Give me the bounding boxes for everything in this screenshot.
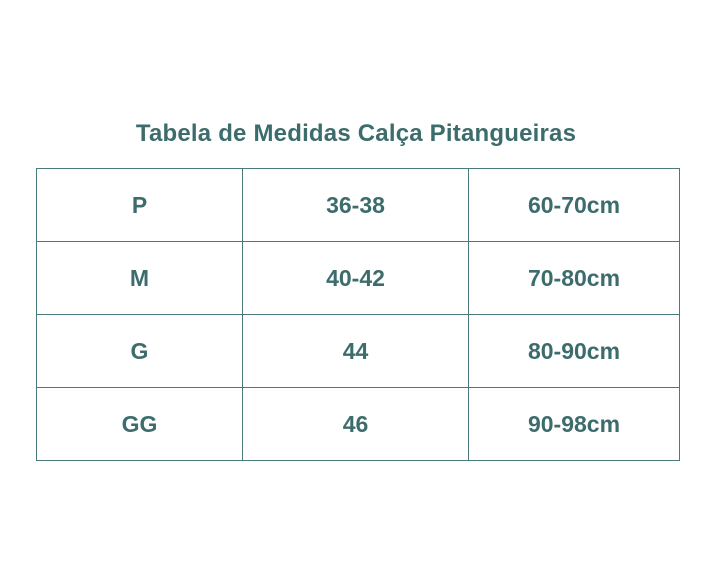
table-row: [37, 388, 680, 461]
cell-size: M: [37, 242, 243, 315]
cell-size: G: [37, 315, 243, 388]
cell-numeric-size: 44: [243, 315, 469, 388]
table-row: [37, 242, 680, 315]
cell-numeric-size: 46: [243, 388, 469, 461]
cell-size: P: [37, 169, 243, 242]
cell-measurement: 60-70cm: [469, 169, 680, 242]
cell-measurement: 90-98cm: [469, 388, 680, 461]
page-title: Tabela de Medidas Calça Pitangueiras: [135, 120, 577, 147]
cell-size: GG: [37, 388, 243, 461]
cell-numeric-size: 40-42: [243, 242, 469, 315]
cell-measurement: 80-90cm: [469, 315, 680, 388]
cell-measurement: 70-80cm: [469, 242, 680, 315]
table-row: [37, 315, 680, 388]
cell-numeric-size: 36-38: [243, 169, 469, 242]
table-row: [37, 169, 680, 242]
size-measurements-table: [36, 168, 680, 461]
